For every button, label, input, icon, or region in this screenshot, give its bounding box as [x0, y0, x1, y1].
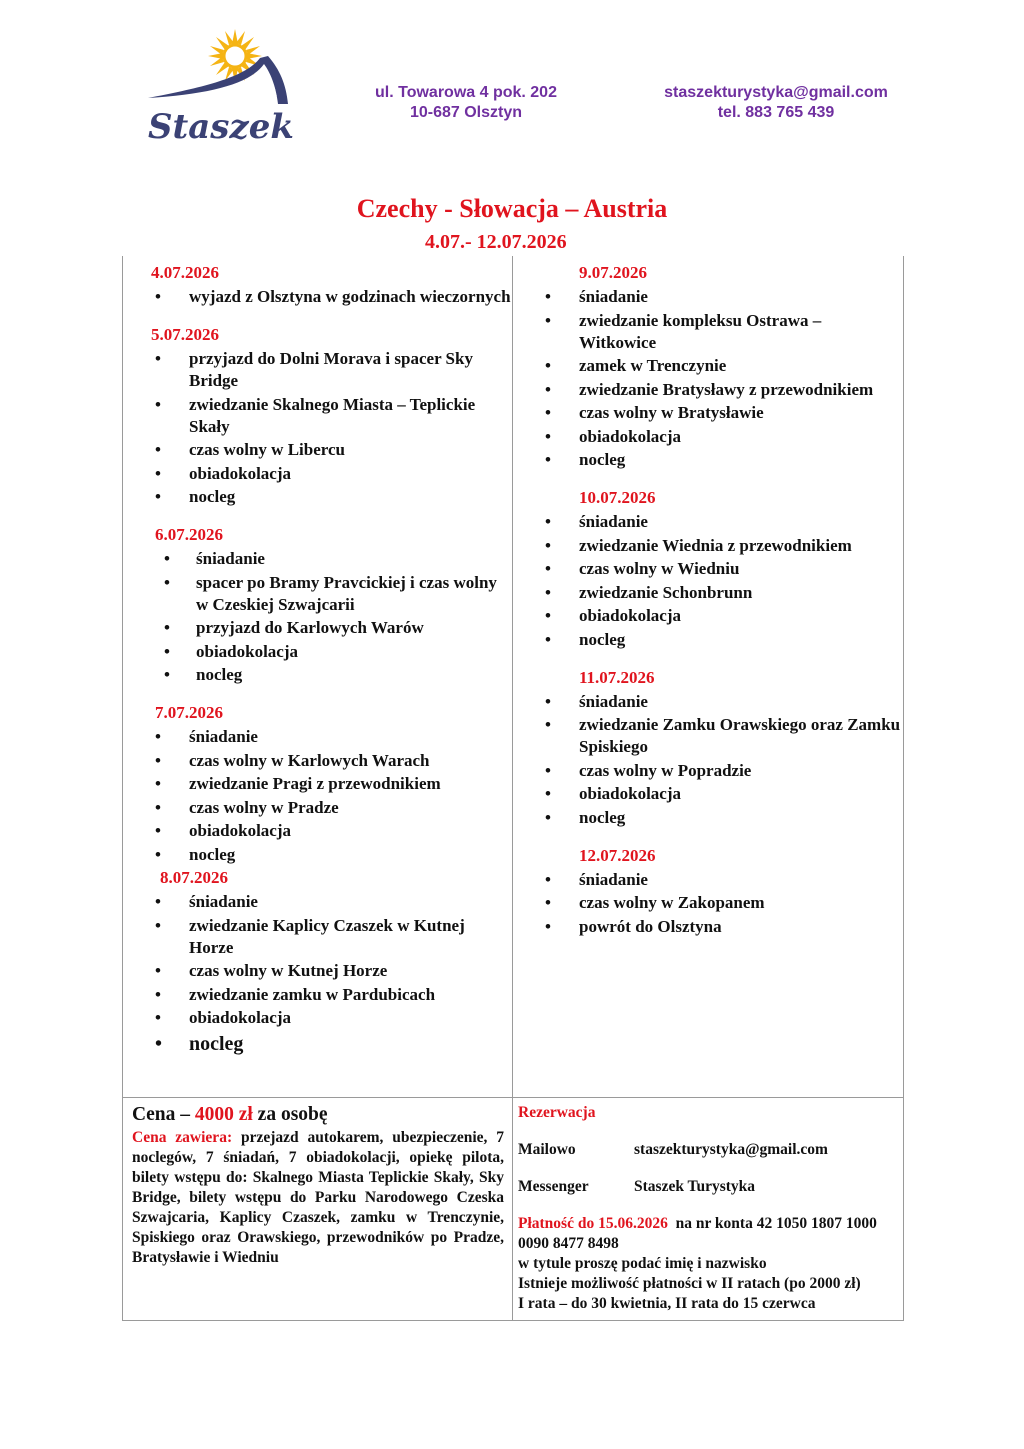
table-divider — [122, 1097, 904, 1098]
table-border-right — [903, 256, 904, 1320]
list-item: • obiadokolacja — [122, 641, 512, 663]
list-item: • zwiedzanie kompleksu Ostrawa – Witkowice — [512, 310, 902, 354]
sun-road-logo-icon — [140, 26, 300, 161]
list-item: • obiadokolacja — [512, 605, 902, 627]
list-item: • zwiedzanie Kaplicy Czaszek w Kutnej Horze — [122, 915, 512, 959]
price-includes-label: Cena zawiera: — [132, 1129, 233, 1146]
list-item: • przyjazd do Dolni Morava i spacer Sky Bridge — [122, 348, 512, 392]
list-item: • czas wolny w Popradzie — [512, 760, 902, 782]
list-item: • śniadanie — [122, 726, 512, 748]
list-item: • zwiedzanie Bratysławy z przewodnikiem — [512, 379, 902, 401]
day-date: 12.07.2026 — [579, 845, 656, 865]
day-block — [122, 262, 512, 308]
list-item: • zamek w Trenczynie — [512, 355, 902, 377]
list-item: • nocleg — [512, 629, 902, 651]
day-date: 7.07.2026 — [155, 703, 223, 722]
reservation-section — [518, 1103, 903, 1314]
list-item: • zwiedzanie Skalnego Miasta – Teplickie Skały — [122, 394, 512, 438]
list-item: • czas wolny w Wiedniu — [512, 558, 902, 580]
list-item: • nocleg — [512, 807, 902, 829]
payment-account: na nr konta 42 1050 1807 1000 0090 8477 8498 — [518, 1215, 881, 1252]
reservation-email-label: Mailowo — [518, 1141, 576, 1158]
price-section — [132, 1103, 504, 1268]
day-block — [122, 524, 512, 686]
day-date: 10.07.2026 — [579, 488, 656, 507]
day-block — [512, 487, 902, 651]
list-item: • zwiedzanie zamku w Pardubicach — [122, 984, 512, 1006]
trip-title: Czechy - Słowacja – Austria — [356, 194, 668, 223]
payment-info — [518, 1214, 903, 1314]
itinerary-left-column — [122, 262, 512, 1073]
list-item: • czas wolny w Zakopanem — [512, 892, 902, 914]
list-item: • zwiedzanie Pragi z przewodnikiem — [122, 773, 512, 795]
day-block — [122, 867, 512, 1057]
reservation-email-value[interactable]: staszekturystyka@gmail.com — [634, 1141, 828, 1158]
contact-info — [640, 83, 912, 123]
list-item: • nocleg — [122, 664, 512, 686]
day-date: 9.07.2026 — [579, 263, 647, 282]
day-block — [122, 324, 512, 508]
list-item: • przyjazd do Karlowych Warów — [122, 617, 512, 639]
day-date: 6.07.2026 — [155, 525, 223, 544]
day-block — [512, 262, 902, 471]
day-date: 8.07.2026 — [160, 868, 228, 887]
list-item: • obiadokolacja — [122, 820, 512, 842]
list-item: • czas wolny w Kutnej Horze — [122, 960, 512, 982]
payment-title-note: w tytule proszę podać imię i nazwisko — [518, 1255, 767, 1272]
list-item: • śniadanie — [512, 691, 902, 713]
list-item: • śniadanie — [512, 869, 902, 891]
payment-deadline: Płatność do 15.06.2026 — [518, 1215, 668, 1232]
day-block — [512, 845, 902, 938]
list-item: • śniadanie — [122, 891, 512, 913]
list-item: • zwiedzanie Wiednia z przewodnikiem — [512, 535, 902, 557]
address-line1: ul. Towarowa 4 pok. 202 — [375, 84, 557, 101]
contact-email[interactable]: staszekturystyka@gmail.com — [664, 84, 888, 101]
list-item: • śniadanie — [512, 511, 902, 533]
list-item: • obiadokolacja — [512, 783, 902, 805]
sun-icon — [208, 29, 262, 83]
reservation-messenger-row — [518, 1177, 903, 1197]
price-prefix: Cena – — [132, 1104, 195, 1125]
itinerary-right-column — [512, 262, 902, 954]
list-item: • obiadokolacja — [122, 463, 512, 485]
list-item: • wyjazd z Olsztyna w godzinach wieczornych — [122, 286, 512, 308]
list-item: • powrót do Olsztyna — [512, 916, 902, 938]
price-includes — [132, 1128, 504, 1268]
day-block — [122, 702, 512, 866]
list-item: • śniadanie — [122, 548, 512, 570]
reservation-messenger-value[interactable]: Staszek Turystyka — [634, 1178, 756, 1195]
list-item: • nocleg — [122, 486, 512, 508]
list-item: • śniadanie — [512, 286, 902, 308]
price-amount: 4000 zł — [194, 1104, 253, 1125]
logo-wordmark: Staszek — [148, 107, 294, 147]
table-border-bottom — [122, 1320, 904, 1321]
list-item: • spacer po Bramy Pravcickiej i czas wolny w Czeskiej Szwajcarii — [122, 572, 512, 616]
price-includes-text: przejazd autokarem, ubezpieczenie, 7 noclegów, 7 śniadań, 7 obiadokolacji, opiekę pilota, bilety wstępu do: Skalnego Miasta Teplickie Skały, Sky Bridge, bilety wstępu do Parku Narodowego Czeska Szwajcaria, Kaplicy Czaszek, zamku w Trenczynie, Spiskiego oraz Orawskiego, przewodników po Pradze, Bratysławie i Wiedniu — [132, 1129, 505, 1266]
day-date: 5.07.2026 — [151, 325, 219, 344]
list-item: • czas wolny w Libercu — [122, 439, 512, 461]
price-suffix: za osobę — [252, 1104, 328, 1125]
contact-address — [356, 83, 576, 123]
reservation-email-row — [518, 1140, 903, 1160]
trip-dates: 4.07.- 12.07.2026 — [425, 231, 567, 253]
reservation-messenger-label: Messenger — [518, 1178, 589, 1195]
day-date: 4.07.2026 — [151, 263, 219, 282]
contact-phone[interactable]: tel. 883 765 439 — [717, 104, 835, 121]
list-item: • czas wolny w Karlowych Warach — [122, 750, 512, 772]
day-block — [512, 667, 902, 829]
list-item: • nocleg — [122, 1031, 512, 1057]
list-item: • zwiedzanie Schonbrunn — [512, 582, 902, 604]
installments-dates: I rata – do 30 kwietnia, II rata do 15 czerwca — [518, 1295, 816, 1312]
list-item: • zwiedzanie Zamku Orawskiego oraz Zamku Spiskiego — [512, 714, 902, 758]
list-item: • nocleg — [512, 449, 902, 471]
list-item: • czas wolny w Pradze — [122, 797, 512, 819]
address-line2: 10-687 Olsztyn — [409, 104, 523, 121]
day-date: 11.07.2026 — [579, 667, 655, 687]
list-item: • czas wolny w Bratysławie — [512, 402, 902, 424]
list-item: • nocleg — [122, 844, 512, 866]
company-logo — [140, 26, 300, 161]
reservation-heading: Rezerwacja — [518, 1104, 596, 1121]
list-item: • obiadokolacja — [122, 1007, 512, 1029]
price-heading — [132, 1103, 504, 1127]
installments-note: Istnieje możliwość płatności w II ratach (po 2000 zł) — [518, 1275, 861, 1292]
list-item: • obiadokolacja — [512, 426, 902, 448]
